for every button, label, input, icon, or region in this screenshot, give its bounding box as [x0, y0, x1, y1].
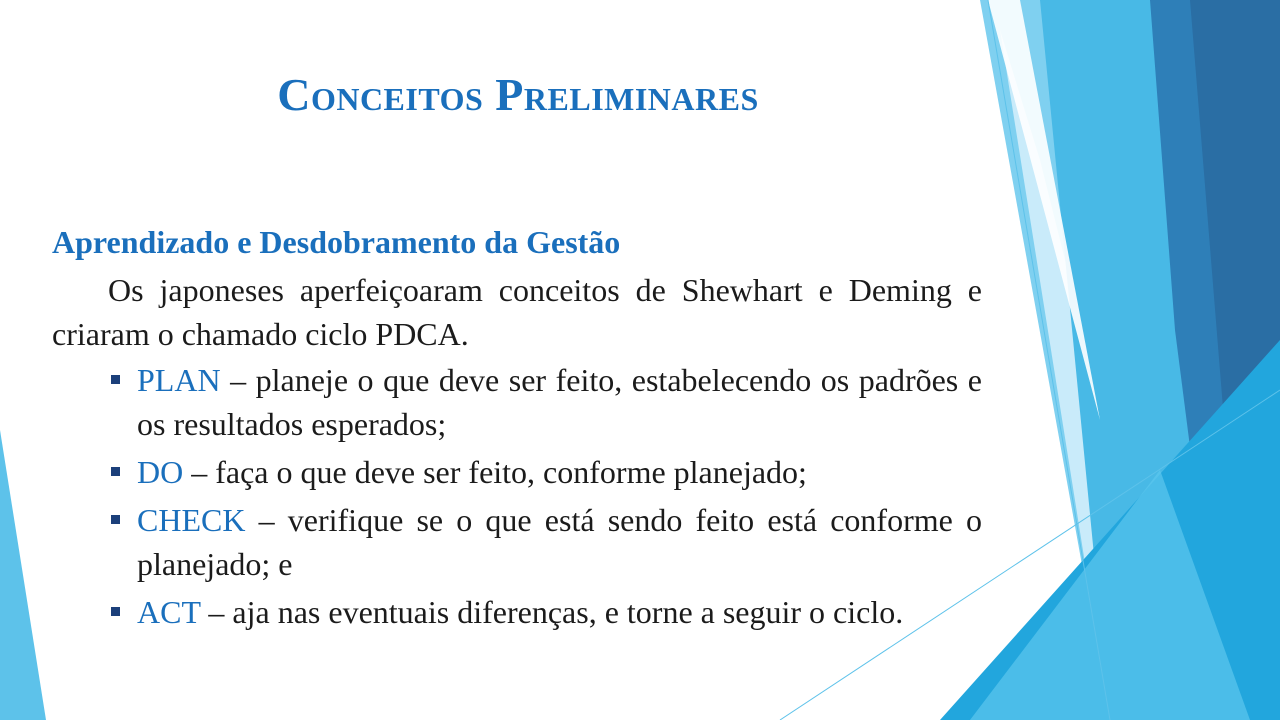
slide-content [52, 220, 982, 638]
keyword-act: ACT [137, 594, 201, 630]
keyword-plan: PLAN [137, 362, 221, 398]
slide-title: Conceitos Preliminares [277, 69, 759, 120]
square-bullet-icon [111, 375, 120, 384]
item-text-act: – aja nas eventuais diferenças, e torne a seguir o ciclo. [200, 594, 904, 630]
list-item-act [52, 590, 982, 634]
keyword-do: DO [137, 454, 184, 490]
square-bullet-icon [111, 467, 120, 476]
item-text-do: – faça o que deve ser feito, conforme planejado; [183, 454, 807, 490]
item-text-plan: – planeje o que deve ser feito, estabelecendo os padrões e os resultados esperados; [137, 362, 982, 442]
item-text-check: – verifique se o que está sendo feito está conforme o planejado; e [137, 502, 982, 582]
list-item-do [52, 450, 982, 494]
pdca-list [52, 358, 982, 634]
list-item-check [52, 498, 982, 586]
section-subtitle: Aprendizado e Desdobramento da Gestão [52, 224, 621, 260]
square-bullet-icon [111, 607, 120, 616]
square-bullet-icon [111, 515, 120, 524]
list-item-plan [52, 358, 982, 446]
keyword-check: CHECK [137, 502, 246, 538]
intro-paragraph: Os japoneses aperfeiçoaram conceitos de Shewhart e Deming e criaram o chamado ciclo PDCA. [52, 272, 982, 352]
left-edge-shape [0, 430, 46, 720]
